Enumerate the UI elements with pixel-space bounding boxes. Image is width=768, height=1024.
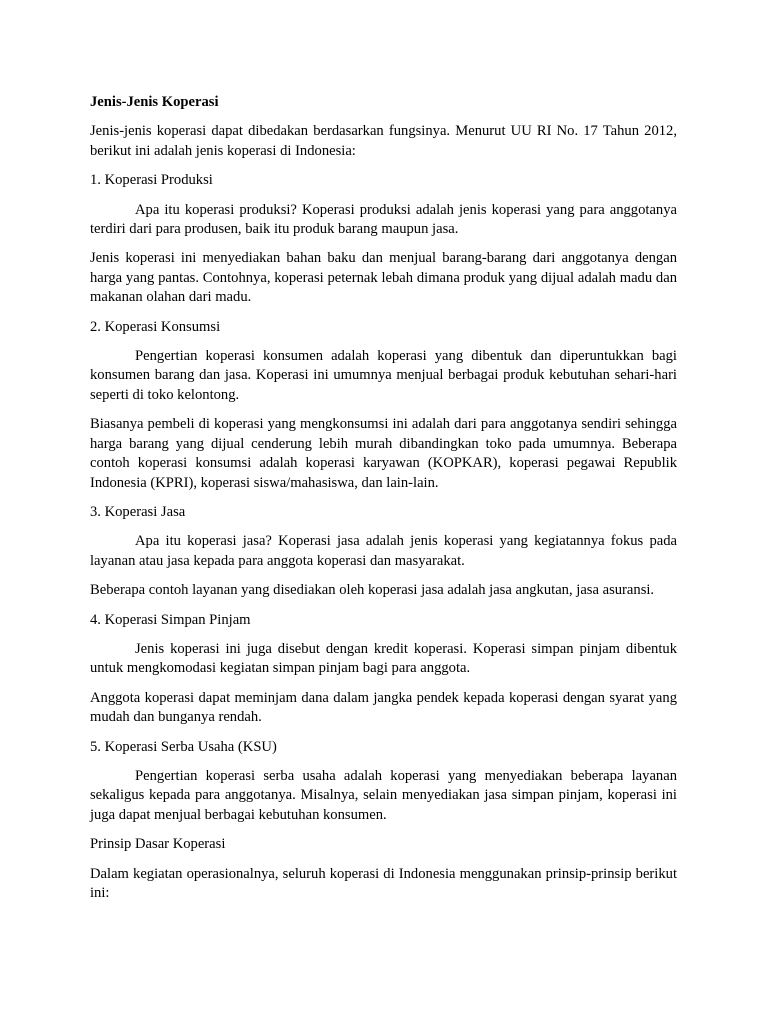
paragraph-serba-usaha-1: Pengertian koperasi serba usaha adalah koperasi yang menyediakan beberapa layanan sekaligus kepada para anggotanya. Misalnya, selain menyediakan jasa simpan pinjam, koperasi ini juga dapat menjual berbagai kebutuhan konsumen.: [90, 767, 677, 823]
document-page: [90, 93, 677, 913]
paragraph-produksi-1: Apa itu koperasi produksi? Koperasi produksi adalah jenis koperasi yang para anggotanya terdiri dari para produsen, baik itu produk barang maupun jasa.: [90, 201, 677, 238]
paragraph-produksi-2: Jenis koperasi ini menyediakan bahan baku dan menjual barang-barang dari anggotanya dengan harga yang pantas. Contohnya, koperasi peternak lebah dimana produk yang dijual adalah madu dan makanan olahan dari madu.: [90, 250, 677, 306]
section-heading-prinsip: Prinsip Dasar Koperasi: [90, 836, 226, 853]
paragraph-prinsip-intro: Dalam kegiatan operasionalnya, seluruh koperasi di Indonesia menggunakan prinsip-prinsip berikut ini:: [90, 865, 677, 901]
section-heading-serba-usaha: 5. Koperasi Serba Usaha (KSU): [90, 738, 277, 755]
paragraph-konsumsi-1: Pengertian koperasi konsumen adalah koperasi yang dibentuk dan diperuntukkan bagi konsumen barang dan jasa. Koperasi ini umumnya menjual berbagai produk kebutuhan sehari-hari seperti di toko kelontong.: [90, 348, 677, 403]
section-heading-simpan-pinjam: 4. Koperasi Simpan Pinjam: [90, 611, 251, 628]
paragraph-jasa-2: Beberapa contoh layanan yang disediakan oleh koperasi jasa adalah jasa angkutan, jasa asuransi.: [90, 582, 655, 599]
section-heading-produksi: 1. Koperasi Produksi: [90, 172, 213, 189]
paragraph-konsumsi-2: Biasanya pembeli di koperasi yang mengkonsumsi ini adalah dari para anggotanya sendiri sehingga harga barang yang dijual cenderung lebih murah dibandingkan toko pada umumnya. Beberapa contoh koperasi konsumsi adalah koperasi karyawan (KOPKAR), koperasi pegawai Republik Indonesia (KPRI), koperasi siswa/mahasiswa, dan lain-lain.: [90, 416, 677, 491]
section-heading-konsumsi: 2. Koperasi Konsumsi: [90, 318, 221, 335]
paragraph-jasa-1: Apa itu koperasi jasa? Koperasi jasa adalah jenis koperasi yang kegiatannya fokus pada layanan atau jasa kepada para anggota koperasi dan masyarakat.: [90, 533, 677, 569]
paragraph-simpan-pinjam-1: Jenis koperasi ini juga disebut dengan kredit koperasi. Koperasi simpan pinjam dibentuk untuk mengkomodasi kegiatan simpan pinjam bagi para anggota.: [90, 640, 677, 677]
section-heading-jasa: 3. Koperasi Jasa: [90, 503, 186, 520]
document-title: Jenis-Jenis Koperasi: [90, 94, 219, 110]
paragraph-simpan-pinjam-2: Anggota koperasi dapat meminjam dana dalam jangka pendek kepada koperasi dengan syarat yang mudah dan bunganya rendah.: [90, 689, 677, 726]
intro-paragraph: Jenis-jenis koperasi dapat dibedakan berdasarkan fungsinya. Menurut UU RI No. 17 Tahun 2012, berikut ini adalah jenis koperasi di Indonesia:: [90, 123, 677, 159]
